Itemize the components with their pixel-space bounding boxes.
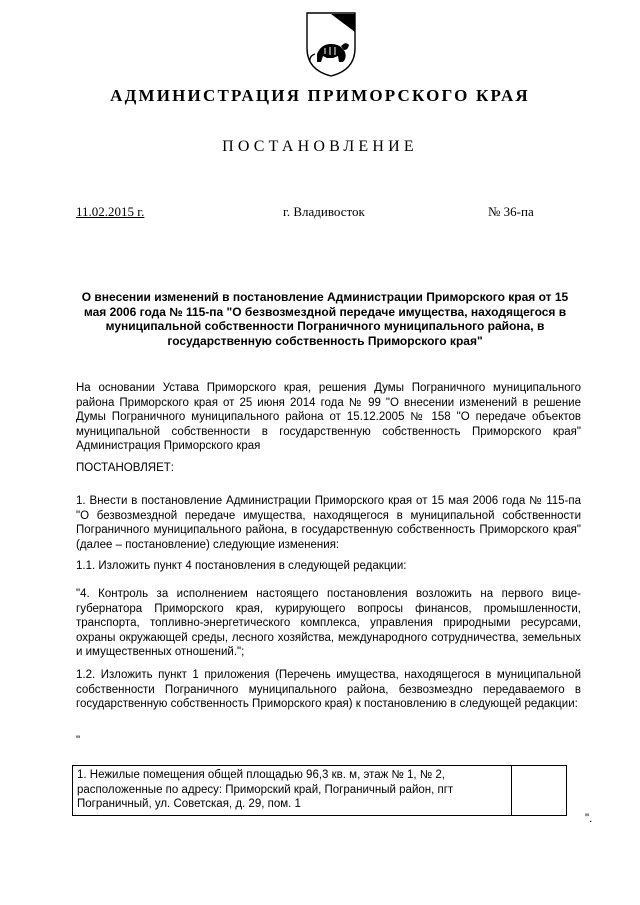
document-type: ПОСТАНОВЛЕНИЕ xyxy=(222,138,418,155)
basis-paragraph: На основании Устава Приморского края, решения Думы Пограничного муниципального района Приморского края от 25 июня 2014 года № 99 "О внесении изменений в решение Думы Пограничного муниципального района от 15.12.2005 № 158 "О передаче объектов муниципальной собственности в государственную собственность Приморского края" Администрация Приморского края xyxy=(76,382,581,452)
item-1-2-paragraph: 1.2. Изложить пункт 1 приложения (Перечень имущества, находящегося в муниципальной собственности Пограничного муниципального района, безвозмездно передаваемого в государственную собственность Приморского края) к постановлению в следующей редакции: xyxy=(76,669,581,710)
resolves-heading: ПОСТАНОВЛЯЕТ: xyxy=(76,462,174,474)
document-date: 11.02.2015 г. xyxy=(76,204,145,219)
document-city: г. Владивосток xyxy=(283,204,365,219)
property-table xyxy=(72,765,567,816)
table-row xyxy=(73,766,567,816)
document-number: № 36-па xyxy=(488,204,534,219)
shield-tiger-icon xyxy=(303,10,359,78)
item-1-paragraph: 1. Внести в постановление Администрации Приморского края от 15 мая 2006 года № 115-па "О безвозмездной передаче имущества, находящегося в муниципальной собственности Пограничного муниципального района, в государственную собственность Приморского края" (далее – постановление) следующие изменения: xyxy=(76,495,581,551)
open-quote: " xyxy=(76,735,81,747)
property-description-cell: 1. Нежилые помещения общей площадью 96,3 кв. м, этаж № 1, № 2, расположенные по адресу: Приморский край, Пограничный район, пгт Пограничный, ул. Советская, д. 29, пом. 1 xyxy=(73,766,512,816)
property-value-cell xyxy=(512,766,567,816)
organization-name: АДМИНИСТРАЦИЯ ПРИМОРСКОГО КРАЯ xyxy=(110,86,530,105)
document-title: О внесении изменений в постановление Администрации Приморского края от 15 мая 2006 года № 115-па "О безвозмездной передаче имущества, находящегося в муниципальной собственности Пограничного муниципального района, в государственную собственность Приморского края" xyxy=(81,290,569,348)
item-1-1-paragraph: 1.1. Изложить пункт 4 постановления в следующей редакции: xyxy=(76,560,407,572)
item-1-1-text: "4. Контроль за исполнением настоящего постановления возложить на первого вице-губернатора Приморского края, курирующего вопросы финансов, промышленности, транспорта, топливно-энергетического комплекса, управления природными ресурсами, охраны окружающей среды, лесного хозяйства, международного сотрудничества, земельных и имущественных отношений."; xyxy=(76,588,581,658)
close-quote: ". xyxy=(585,813,593,825)
coat-of-arms-icon xyxy=(303,10,359,78)
